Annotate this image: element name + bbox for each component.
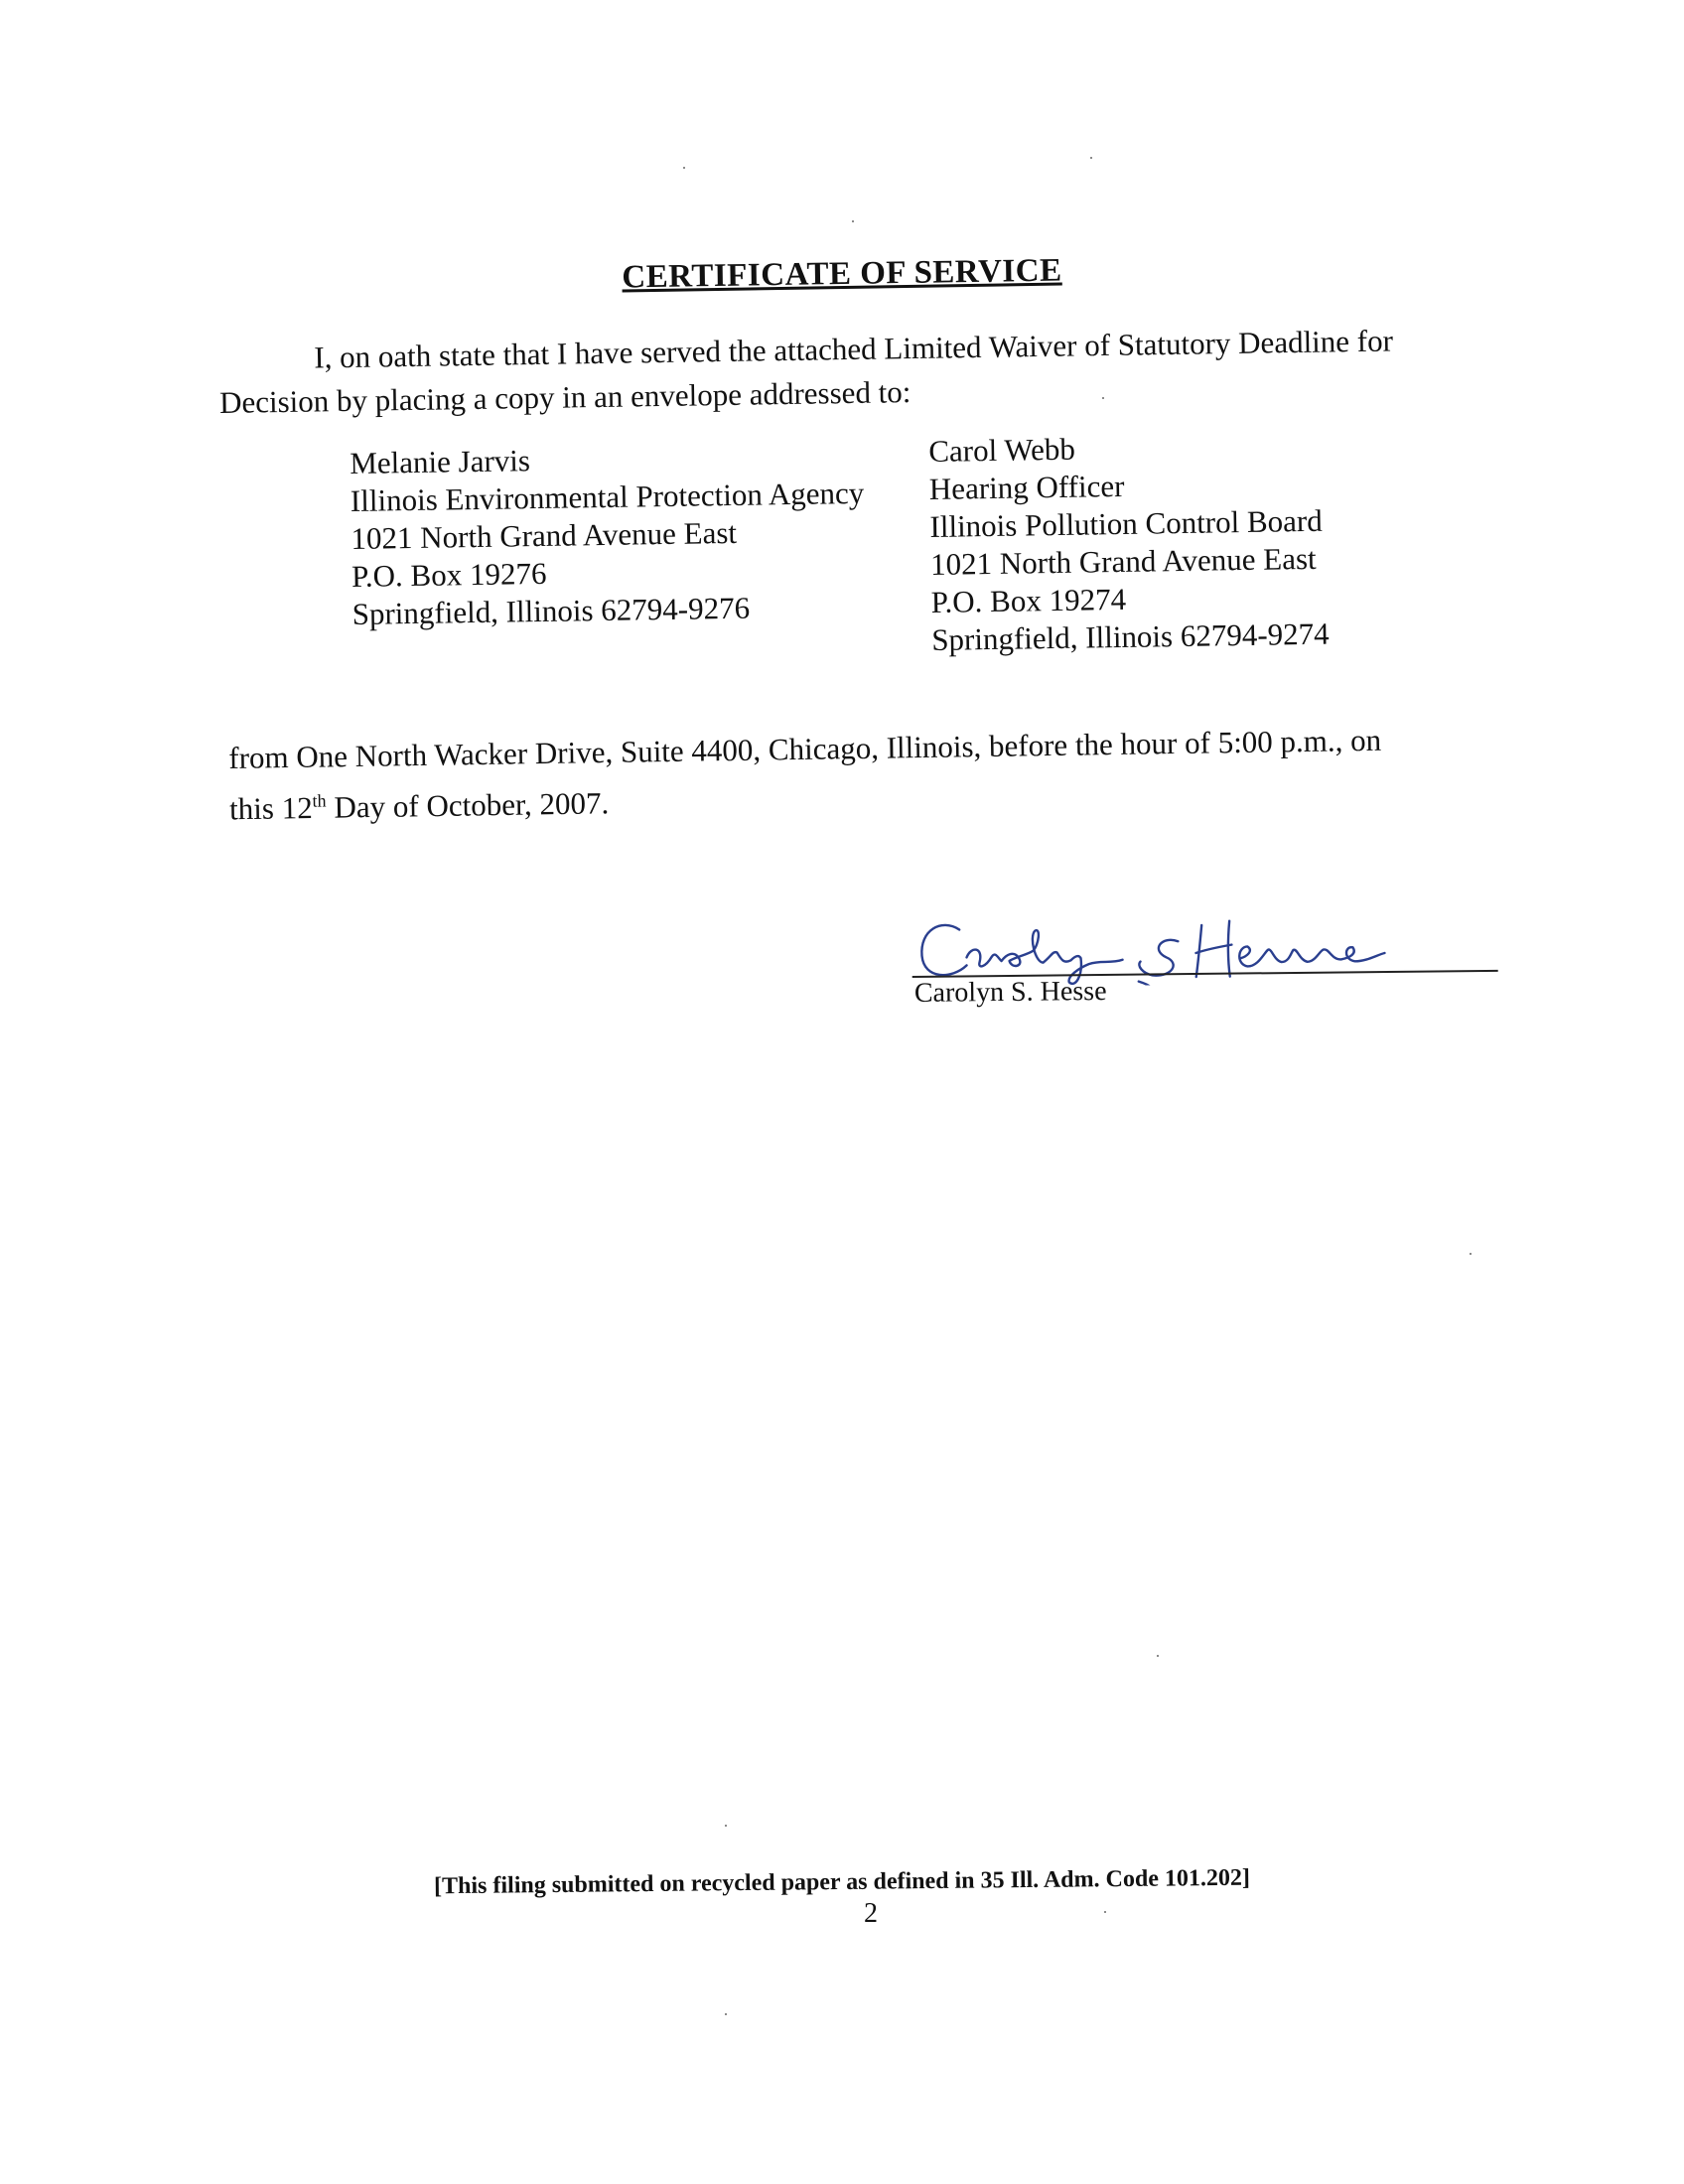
page-title: CERTIFICATE OF SERVICE — [622, 252, 1062, 296]
address-line: P.O. Box 19276 — [351, 555, 547, 594]
intro-line-1: I, on oath state that I have served the attached Limited Waiver of Statutory Deadline for — [314, 323, 1394, 375]
scan-speck — [852, 220, 854, 222]
scan-speck — [1157, 1655, 1159, 1657]
address-line: P.O. Box 19274 — [930, 581, 1127, 619]
address-line: Illinois Pollution Control Board — [929, 502, 1323, 544]
recipient-address-2 — [928, 427, 1330, 659]
address-line: Carol Webb — [928, 431, 1076, 469]
address-line: Illinois Environmental Protection Agency — [350, 475, 865, 518]
signature-block — [912, 902, 1498, 1027]
intro-paragraph — [218, 318, 1510, 425]
footer-note: [This filing submitted on recycled paper as defined in 35 Ill. Adm. Code 101.202] — [433, 1864, 1251, 1900]
recipient-address-1 — [350, 437, 866, 633]
intro-line-2: Decision by placing a copy in an envelope addressed to: — [218, 374, 912, 420]
address-line: Melanie Jarvis — [350, 443, 531, 480]
closing-paragraph — [228, 717, 1520, 832]
scan-speck — [683, 167, 685, 169]
scan-speck — [1470, 1253, 1472, 1255]
address-line: 1021 North Grand Avenue East — [929, 540, 1317, 582]
address-line: Springfield, Illinois 62794-9274 — [931, 615, 1330, 657]
scan-speck — [725, 1825, 727, 1827]
address-line: 1021 North Grand Avenue East — [351, 514, 738, 556]
scan-speck — [1090, 157, 1092, 159]
scan-speck — [1104, 1911, 1106, 1913]
scan-speck — [725, 2013, 727, 2015]
closing-line-1: from One North Wacker Drive, Suite 4400, Chicago, Illinois, before the hour of 5:00 p.m., on — [228, 722, 1382, 775]
page-number: 2 — [864, 1898, 878, 1929]
address-line: Springfield, Illinois 62794-9276 — [351, 590, 751, 631]
ordinal-superscript: th — [312, 790, 327, 811]
signatory-name: Carolyn S. Hesse — [913, 975, 1107, 1009]
closing-line-2-suffix: Day of October, 2007. — [326, 785, 610, 825]
address-line: Hearing Officer — [928, 468, 1125, 506]
closing-line-2-prefix: this 12 — [228, 790, 313, 827]
